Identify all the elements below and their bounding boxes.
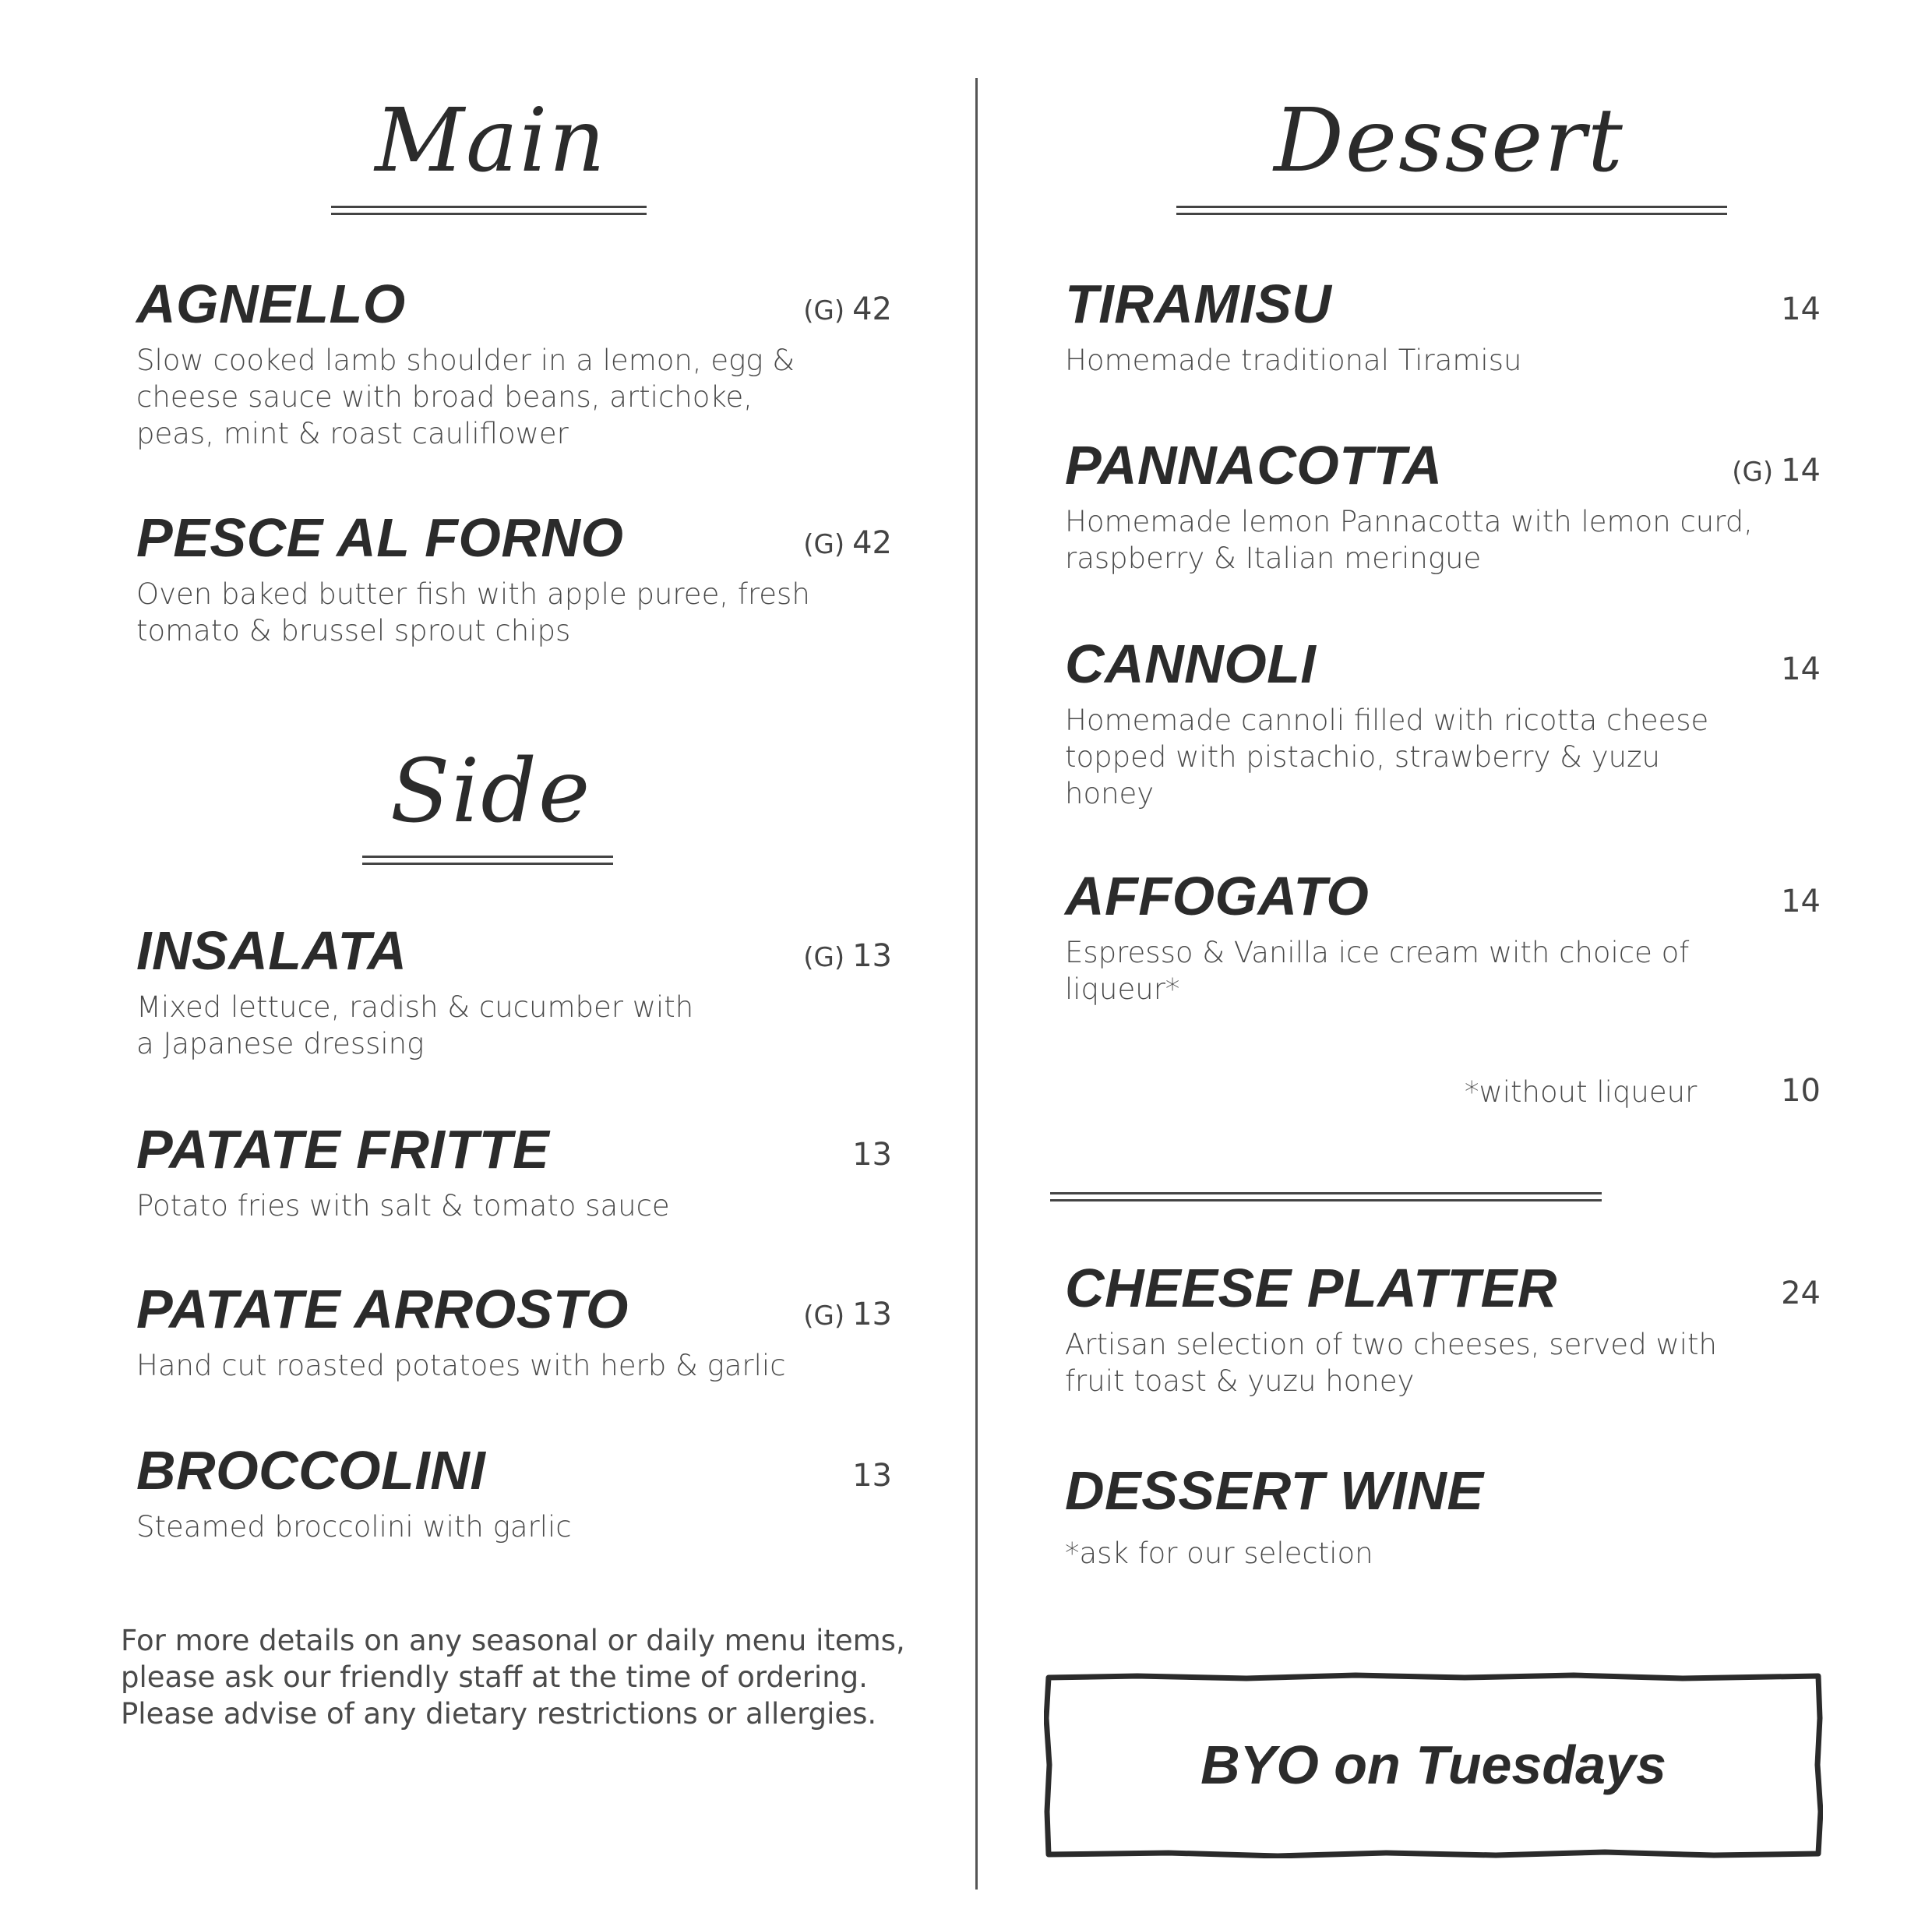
price-value: 14 xyxy=(1781,453,1821,489)
item-description xyxy=(1065,702,1821,812)
note-line: Please advise of any dietary restrictions or allergies. xyxy=(121,1697,877,1731)
menu-item-pannacotta xyxy=(1065,435,1821,577)
item-name: PANNACOTTA xyxy=(1065,435,1443,496)
menu-item-pesce-al-forno xyxy=(136,507,892,649)
item-description xyxy=(136,342,892,452)
item-price xyxy=(803,291,892,327)
item-description xyxy=(136,576,892,649)
item-name: INSALATA xyxy=(136,920,407,981)
desc-line: a Japanese dressing xyxy=(136,1027,425,1060)
menu-item-agnello xyxy=(136,273,892,452)
item-name: BROCCOLINI xyxy=(136,1440,486,1501)
price-value: 24 xyxy=(1781,1276,1821,1311)
desc-line: cheese sauce with broad beans, artichoke, xyxy=(136,380,753,414)
menu-item-cheese-platter xyxy=(1065,1258,1821,1399)
item-description xyxy=(136,1508,892,1545)
note-line: For more details on any seasonal or daily menu items, xyxy=(121,1624,905,1657)
desc-line: Steamed broccolini with garlic xyxy=(136,1510,572,1544)
price-value: 42 xyxy=(852,525,892,561)
menu-item-patate-fritte xyxy=(136,1119,892,1224)
price-value: 13 xyxy=(852,1137,892,1173)
menu-item-tiramisu xyxy=(1065,273,1821,379)
side-heading: Side xyxy=(390,741,592,842)
price-value: 42 xyxy=(852,291,892,327)
footer-note xyxy=(121,1622,939,1732)
byo-label: BYO on Tuesdays xyxy=(1200,1734,1666,1795)
without-liqueur-price: 10 xyxy=(1781,1073,1821,1109)
desc-line: Homemade lemon Pannacotta with lemon curd, xyxy=(1065,505,1754,538)
desc-line: tomato & brussel sprout chips xyxy=(136,614,571,647)
gluten-free-tag: (G) xyxy=(803,529,845,560)
item-name: DESSERT WINE xyxy=(1065,1460,1484,1521)
desc-line: topped with pistachio, strawberry & yuzu xyxy=(1065,740,1660,774)
main-heading-rule xyxy=(331,206,647,215)
dessert-heading-rule xyxy=(1176,206,1727,215)
price-value: 13 xyxy=(852,1297,892,1332)
item-description xyxy=(1065,1326,1821,1399)
item-description xyxy=(136,1347,892,1384)
item-price xyxy=(803,940,892,972)
menu-item-broccolini xyxy=(136,1440,892,1545)
desc-line: Homemade cannoli filled with ricotta cheese xyxy=(1065,704,1709,737)
desc-line: fruit toast & yuzu honey xyxy=(1065,1364,1415,1398)
item-name: PATATE ARROSTO xyxy=(136,1279,629,1339)
item-name: PATATE FRITTE xyxy=(136,1119,550,1180)
dessert-heading: Dessert xyxy=(1274,90,1624,192)
item-price xyxy=(852,1458,892,1494)
desc-line: liqueur* xyxy=(1065,972,1180,1006)
desc-line: Espresso & Vanilla ice cream with choice of xyxy=(1065,936,1690,969)
item-description xyxy=(1065,934,1821,1007)
item-price xyxy=(1732,453,1821,489)
menu-item-patate-arrosto xyxy=(136,1279,892,1384)
menu-item-affogato xyxy=(1065,866,1821,1007)
price-value: 14 xyxy=(1781,884,1821,919)
desc-line: peas, mint & roast cauliflower xyxy=(136,417,569,450)
item-description xyxy=(136,989,892,1062)
desc-line: Artisan selection of two cheeses, served with xyxy=(1065,1328,1717,1361)
desc-line: Hand cut roasted potatoes with herb & garlic xyxy=(136,1349,786,1382)
price-value: 13 xyxy=(852,1458,892,1494)
price-value: 14 xyxy=(1781,651,1821,687)
desc-line: Oven baked butter fish with apple puree, fresh xyxy=(136,577,810,611)
item-name: PESCE AL FORNO xyxy=(136,507,624,568)
item-name: CANNOLI xyxy=(1065,633,1317,694)
gluten-free-tag: (G) xyxy=(803,295,845,326)
item-name: AGNELLO xyxy=(136,273,406,334)
gluten-free-tag: (G) xyxy=(803,942,845,973)
item-price xyxy=(803,1299,892,1330)
price-value: 14 xyxy=(1781,291,1821,327)
note-line: please ask our friendly staff at the time of ordering. xyxy=(121,1660,868,1694)
gluten-free-tag: (G) xyxy=(1732,457,1774,488)
item-price xyxy=(1781,291,1821,327)
item-price xyxy=(1781,886,1821,917)
desc-line: Potato fries with salt & tomato sauce xyxy=(136,1189,670,1223)
item-description xyxy=(1065,503,1821,577)
menu-item-cannoli xyxy=(1065,633,1821,812)
gluten-free-tag: (G) xyxy=(803,1300,845,1332)
menu-item-insalata xyxy=(136,920,892,1062)
item-name: CHEESE PLATTER xyxy=(1065,1258,1557,1318)
side-heading-rule xyxy=(362,856,613,865)
without-liqueur-label: *without liqueur xyxy=(1465,1075,1698,1109)
item-price xyxy=(803,525,892,561)
item-description xyxy=(1065,342,1821,379)
main-heading: Main xyxy=(375,90,607,192)
item-name: TIRAMISU xyxy=(1065,273,1332,334)
item-price xyxy=(1781,651,1821,687)
desc-line: Homemade traditional Tiramisu xyxy=(1065,344,1522,377)
byo-banner xyxy=(1044,1671,1823,1858)
item-description xyxy=(136,1187,892,1224)
desc-line: *ask for our selection xyxy=(1065,1537,1373,1570)
menu-item-dessert-wine xyxy=(1065,1460,1821,1572)
item-name: AFFOGATO xyxy=(1065,866,1370,926)
extras-section-rule xyxy=(1050,1192,1602,1201)
desc-line: raspberry & Italian meringue xyxy=(1065,542,1482,575)
desc-line: Slow cooked lamb shoulder in a lemon, egg & xyxy=(136,344,795,377)
item-price xyxy=(852,1137,892,1173)
item-description xyxy=(1065,1535,1821,1572)
desc-line: Mixed lettuce, radish & cucumber with xyxy=(136,990,694,1024)
price-value: 13 xyxy=(852,938,892,974)
item-price xyxy=(1781,1278,1821,1309)
desc-line: honey xyxy=(1065,777,1155,810)
column-divider xyxy=(975,78,978,1890)
